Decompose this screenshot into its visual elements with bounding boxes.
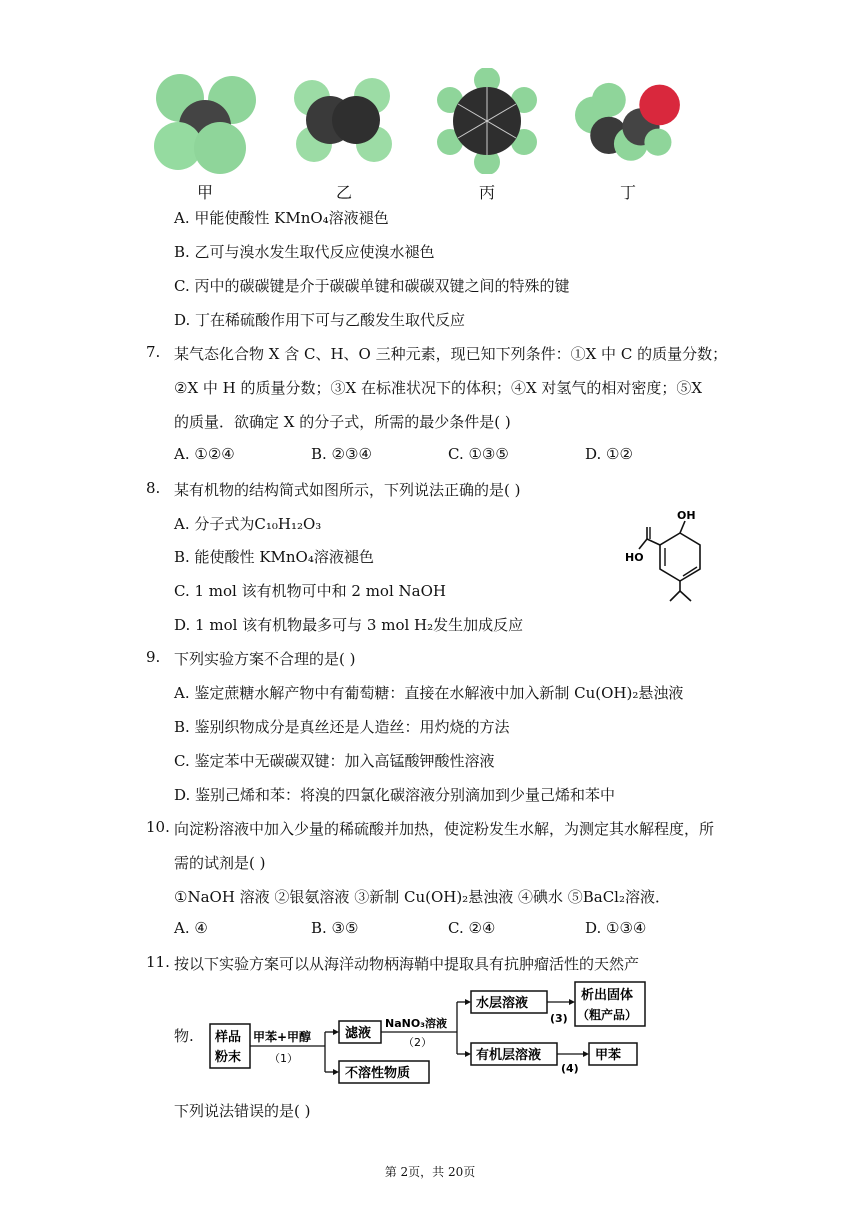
molecule-ding-model [575, 68, 685, 174]
q10-choice-d: D. ①③④ [585, 919, 647, 937]
q6-option-a: A. 甲能使酸性 KMnO₄溶液褪色 [174, 209, 389, 227]
q10-choice-c: C. ②④ [448, 919, 496, 937]
q6-option-c: C. 丙中的碳碳键是介于碳碳单键和碳碳双键之间的特殊的键 [174, 277, 570, 295]
flow-filtrate: 滤液 [345, 1026, 372, 1041]
q7-choice-b: B. ②③④ [311, 445, 372, 463]
q8-number: 8. [146, 479, 161, 497]
flow-step3-label: (3) [550, 1012, 568, 1025]
q11-tail: 下列说法错误的是( ) [174, 1102, 311, 1120]
molecule-label-yi: 乙 [336, 183, 353, 202]
q10-number: 10. [146, 818, 170, 836]
q7-choice-d: D. ①② [585, 445, 633, 463]
molecule-label-bing: 丙 [479, 183, 496, 202]
molecule-bing-model [432, 68, 542, 174]
flow-insoluble: 不溶性物质 [345, 1066, 411, 1081]
q8-option-a: A. 分子式为C₁₀H₁₂O₃ [174, 515, 322, 533]
q7-line-2: ②X 中 H 的质量分数；③X 在标准状况下的体积；④X 对氢气的相对密度；⑤X [174, 379, 703, 397]
q11-stem: 按以下实验方案可以从海洋动物柄海鞘中提取具有抗肿瘤活性的天然产 [174, 955, 640, 973]
molecule-jia-model [150, 68, 260, 174]
q6-option-d: D. 丁在稀硫酸作用下可与乙酸发生取代反应 [174, 311, 466, 329]
q10-line-2: 需的试剂是( ) [174, 854, 266, 872]
molecule-label-ding: 丁 [620, 183, 637, 202]
flow-step1-label: （1） [269, 1052, 298, 1065]
q9-option-d: D. 鉴别己烯和苯：将溴的四氯化碳溶液分别滴加到少量己烯和苯中 [174, 786, 616, 804]
flow-step4-label: (4) [561, 1062, 579, 1075]
q9-option-b: B. 鉴别织物成分是真丝还是人造丝：用灼烧的方法 [174, 718, 510, 736]
q6-option-b: B. 乙可与溴水发生取代反应使溴水褪色 [174, 243, 435, 261]
q8-structure-oh-label: OH [677, 509, 696, 522]
molecule-label-jia: 甲 [197, 183, 214, 202]
flow-sample-line-1: 样品 [215, 1030, 242, 1045]
q10-line-3: ①NaOH 溶液 ②银氨溶液 ③新制 Cu(OH)₂悬浊液 ④碘水 ⑤BaCl₂溶液． [174, 888, 670, 906]
page-footer: 第 2页，共 20页 [384, 1165, 476, 1179]
q7-line-3: 的质量．欲确定 X 的分子式，所需的最少条件是( ) [174, 413, 511, 431]
q7-choice-a: A. ①②④ [174, 445, 235, 463]
molecule-yi-model [290, 68, 400, 174]
q9-option-c: C. 鉴定苯中无碳碳双键：加入高锰酸钾酸性溶液 [174, 752, 495, 770]
q9-option-a: A. 鉴定蔗糖水解产物中有葡萄糖：直接在水解液中加入新制 Cu(OH)₂悬浊液 [174, 684, 684, 702]
flow-solid-line-1: 析出固体 [581, 988, 634, 1003]
q7-number: 7. [146, 343, 161, 361]
q8-option-b: B. 能使酸性 KMnO₄溶液褪色 [174, 548, 374, 566]
q10-line-1: 向淀粉溶液中加入少量的稀硫酸并加热，使淀粉发生水解，为测定其水解程度，所 [174, 820, 715, 838]
q8-structure-formula [625, 505, 735, 605]
q10-choice-b: B. ③⑤ [311, 919, 359, 937]
q11-number: 11. [146, 953, 170, 971]
q9-stem: 下列实验方案不合理的是( ) [174, 650, 356, 668]
q8-structure-ho-label: HO [625, 551, 644, 564]
q7-line-1: 某气态化合物 X 含 C、H、O 三种元素，现已知下列条件：①X 中 C 的质量分数； [174, 345, 728, 363]
q8-option-d: D. 1 mol 该有机物最多可与 3 mol H₂发生加成反应 [174, 616, 524, 634]
q11-flowchart [205, 980, 650, 1085]
flow-step2-label: （2） [403, 1036, 432, 1049]
flow-aqueous: 水层溶液 [476, 996, 529, 1011]
q11-prefix: 物. [174, 1027, 194, 1045]
flow-step1-reagent: 甲苯+甲醇 [253, 1030, 312, 1044]
flow-solid-line-2: （粗产品） [577, 1008, 638, 1022]
flow-sample-line-2: 粉末 [215, 1050, 242, 1065]
flow-organic: 有机层溶液 [476, 1048, 542, 1063]
q8-option-c: C. 1 mol 该有机物可中和 2 mol NaOH [174, 582, 446, 600]
q9-number: 9. [146, 648, 161, 666]
flow-toluene: 甲苯 [595, 1048, 622, 1063]
flow-step2-reagent: NaNO₃溶液 [385, 1017, 448, 1030]
q7-choice-c: C. ①③⑤ [448, 445, 509, 463]
q8-stem: 某有机物的结构简式如图所示，下列说法正确的是( ) [174, 481, 521, 499]
q10-choice-a: A. ④ [174, 919, 208, 937]
